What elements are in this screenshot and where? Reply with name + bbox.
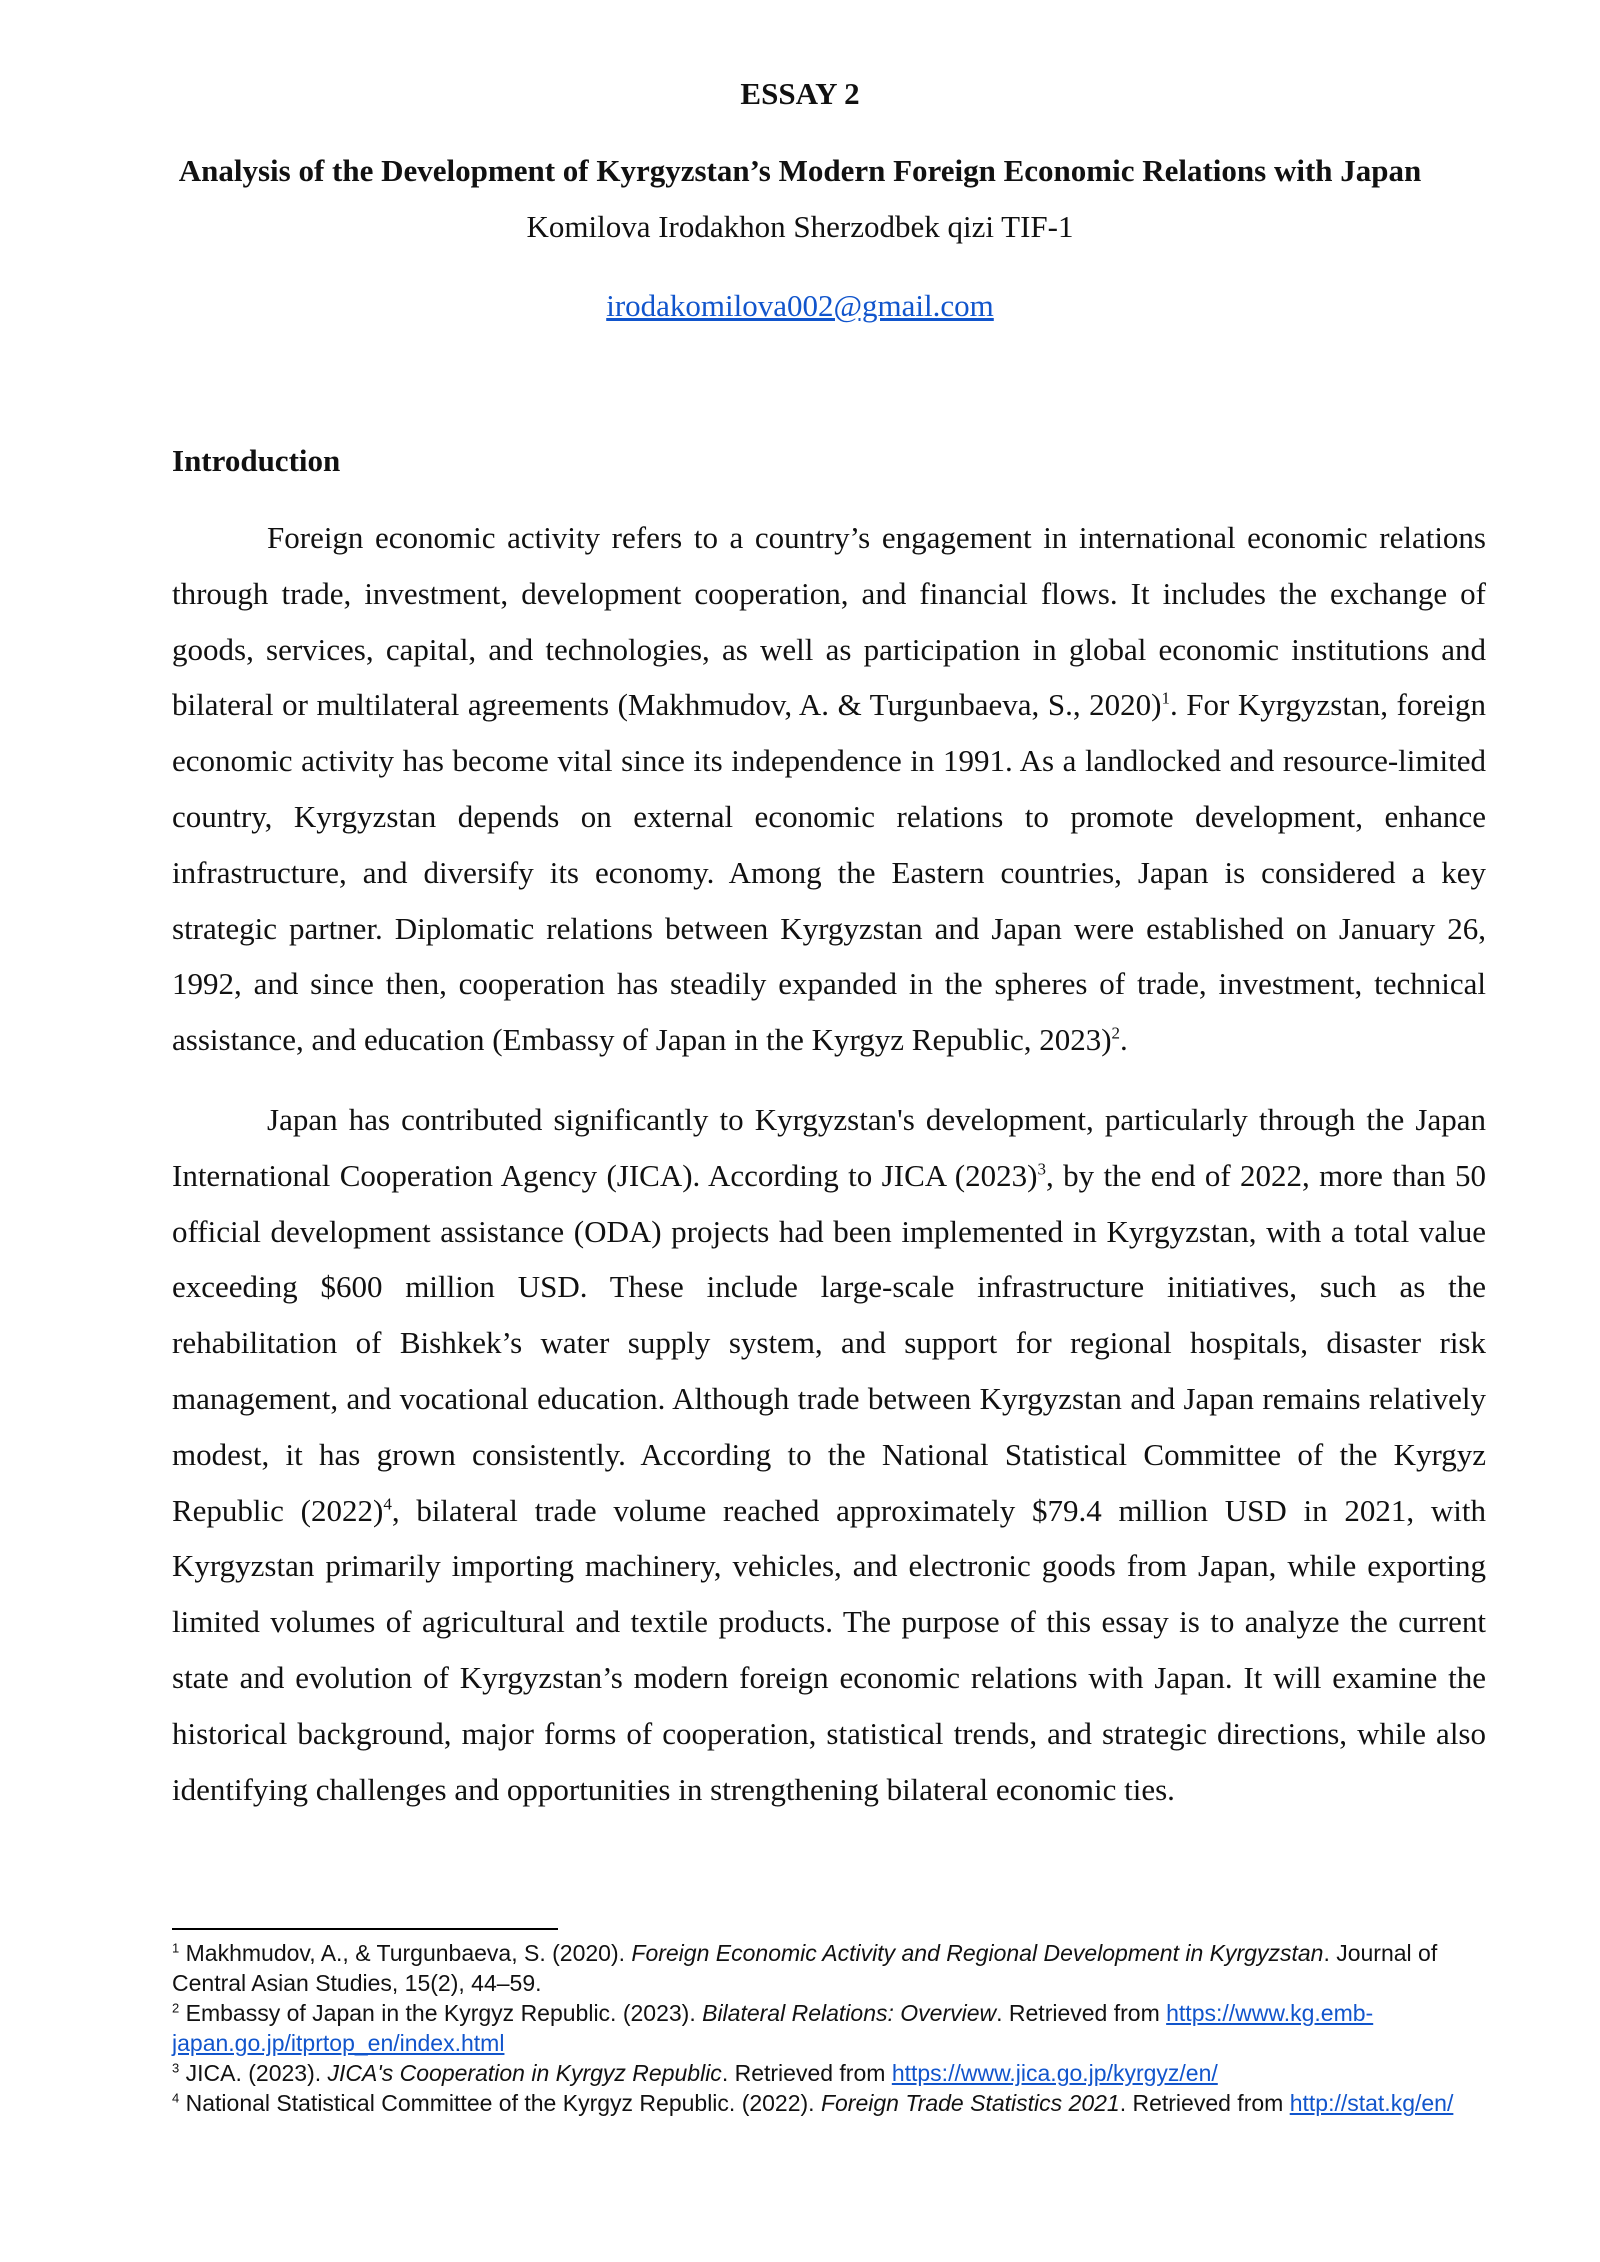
- footnotes: [172, 1938, 1486, 2118]
- footnote-text: . Retrieved from: [721, 2060, 892, 2086]
- email-link[interactable]: irodakomilova002@gmail.com: [606, 288, 994, 323]
- footnote-4: [172, 2088, 1486, 2118]
- paragraph-2-text-a: Japan has contributed significantly to Kyrgyzstan's development, particularly through the Japan International Cooperation Agency (JICA). According to JICA (2023): [172, 1102, 1486, 1193]
- footnote-number: 4: [172, 2090, 180, 2106]
- footnote-ref-2[interactable]: 2: [1111, 1023, 1121, 1043]
- footnote-title: Bilateral Relations: Overview: [702, 2000, 997, 2026]
- footnote-1: [172, 1938, 1486, 1998]
- essay-label: ESSAY 2: [740, 76, 860, 111]
- footnote-separator: [172, 1928, 558, 1930]
- footnote-text: . Journal of Central Asian Studies, 15(2), 44–59.: [172, 1940, 1438, 1996]
- footnote-link[interactable]: http://stat.kg/en/: [1289, 2090, 1454, 2116]
- footnote-number: 1: [172, 1940, 180, 1956]
- footnote-text: National Statistical Committee of the Kyrgyz Republic. (2022).: [185, 2090, 821, 2116]
- footnote-text: Embassy of Japan in the Kyrgyz Republic. (2023).: [185, 2000, 703, 2026]
- footnote-number: 3: [172, 2060, 180, 2076]
- footnote-link[interactable]: https://www.kg.emb-japan.go.jp/itprtop_en/index.html: [172, 2000, 1374, 2056]
- footnote-ref-3[interactable]: 3: [1037, 1159, 1046, 1179]
- paragraph-1: [172, 510, 1486, 1068]
- footnote-title: JICA's Cooperation in Kyrgyz Republic: [327, 2060, 722, 2086]
- essay-title: Analysis of the Development of Kyrgyzstan’s Modern Foreign Economic Relations with Japan: [178, 153, 1422, 188]
- section-heading-introduction: Introduction: [172, 443, 341, 478]
- footnote-link[interactable]: https://www.jica.go.jp/kyrgyz/en/: [891, 2060, 1218, 2086]
- footnote-2: [172, 1998, 1486, 2058]
- footnote-title: Foreign Economic Activity and Regional Development in Kyrgyzstan: [631, 1940, 1324, 1966]
- footnote-title: Foreign Trade Statistics 2021: [820, 2090, 1120, 2116]
- footnote-text: . Retrieved from: [1119, 2090, 1290, 2116]
- paragraph-1-text-b: . For Kyrgyzstan, foreign economic activity has become vital since its independence in 1991. As a landlocked and resource-limited country, Kyrgyzstan depends on external economic relations to promote development, enhance infrastructure, and diversify its economy. Among the Eastern countries, Japan is considered a key strategic partner. Diplomatic relations between Kyrgyzstan and Japan were established on January 26, 1992, and since then, cooperation has steadily expanded in the spheres of trade, investment, technical assistance, and education (Embassy of Japan in the Kyrgyz Republic, 2023): [172, 687, 1486, 1058]
- paragraph-1-text-a: Foreign economic activity refers to a country’s engagement in international economic relations through trade, investment, development cooperation, and financial flows. It includes the exchange of goods, services, capital, and technologies, as well as participation in global economic institutions and bilateral or multilateral agreements (Makhmudov, A. & Turgunbaeva, S., 2020): [172, 520, 1486, 723]
- footnote-number: 2: [172, 2000, 180, 2016]
- footnote-ref-1[interactable]: 1: [1161, 689, 1170, 709]
- paragraph-2-text-c: , bilateral trade volume reached approximately $79.4 million USD in 2021, with Kyrgyzstan primarily importing machinery, vehicles, and electronic goods from Japan, while exporting limited volumes of agricultural and textile products. The purpose of this essay is to analyze the current state and evolution of Kyrgyzstan’s modern foreign economic relations with Japan. It will examine the historical background, major forms of cooperation, statistical trends, and strategic directions, while also identifying challenges and opportunities in strengthening bilateral economic ties.: [172, 1492, 1486, 1807]
- footnote-3: [172, 2058, 1486, 2088]
- author-line: Komilova Irodakhon Sherzodbek qizi TIF-1: [526, 209, 1074, 244]
- footnote-text: . Retrieved from: [996, 2000, 1167, 2026]
- footnote-ref-4[interactable]: 4: [383, 1494, 392, 1514]
- paragraph-2: [172, 1092, 1486, 1817]
- footnote-text: Makhmudov, A., & Turgunbaeva, S. (2020).: [185, 1940, 632, 1966]
- footnote-text: JICA. (2023).: [185, 2060, 328, 2086]
- paragraph-1-text-c: .: [1120, 1022, 1128, 1058]
- paragraph-2-text-b: , by the end of 2022, more than 50 official development assistance (ODA) projects had been implemented in Kyrgyzstan, with a total value exceeding $600 million USD. These include large-scale infrastructure initiatives, such as the rehabilitation of Bishkek’s water supply system, and support for regional hospitals, disaster risk management, and vocational education. Although trade between Kyrgyzstan and Japan remains relatively modest, it has grown consistently. According to the National Statistical Committee of the Kyrgyz Republic (2022): [172, 1157, 1487, 1528]
- author-email: [0, 288, 1600, 324]
